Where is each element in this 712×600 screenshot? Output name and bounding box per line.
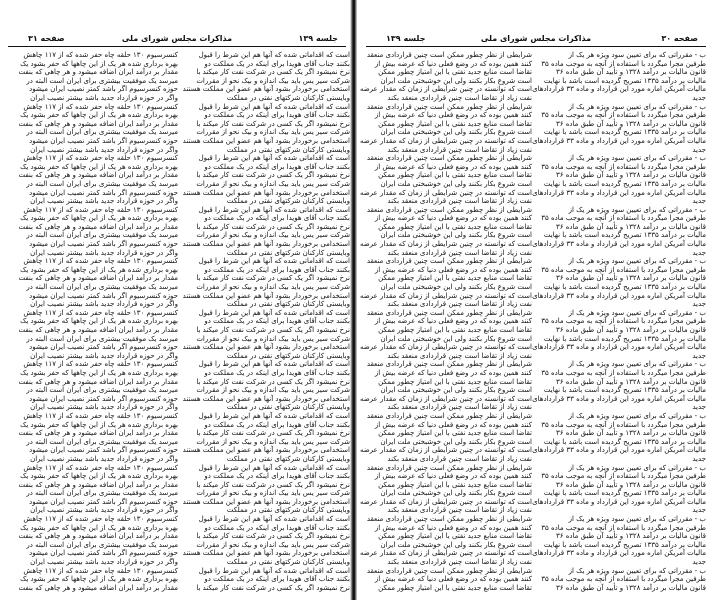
text-line: وبایستی کارکنان شرکتهای نفتی در مملکت	[226, 300, 350, 309]
text-line: واگر در حوزه قرارداد جدید باشد بیشتر نصیب ایران	[30, 145, 178, 154]
text-line: بکنند جناب آقای هویدا برای اینکه در یک مملکت دو	[204, 214, 350, 223]
text-line: مالیات آمریکن اماره مورد این قرارداد و ماده ۳۳ قراردادهای	[532, 394, 706, 403]
text-line: قانون مالیات بر درآمد ۱۳۲۸ و تأیید آن طبق ماده ۳۶	[555, 377, 706, 386]
text-line: واگر در حوزه قرارداد جدید باشد بیشتر نصیب ایران	[30, 403, 178, 412]
text-line: جدید	[692, 558, 706, 567]
text-line: تقاضا است منابع جدید نفتی با این امتیاز چطور ممکن	[378, 222, 532, 231]
text-line: وبایستی کارکنان شرکتهای نفتی در مملکت	[226, 93, 350, 102]
text-line: میرسد یک موفقیت بیشتری برای ایران است البته در	[26, 489, 178, 498]
text-line: بهره برداری شده هر یک از این چاهها که حفر بشود یک	[20, 523, 178, 532]
text-line: وبایستی کارکنان شرکتهای نفتی در مملکت	[226, 454, 350, 463]
text-line: مقدار بر درآمد ایران اضافه میشود و هر چاهی که بنفت	[18, 119, 178, 128]
text-line: نرخ نمیشود اگر یک کسی در شرکت نفت کار میکند با	[196, 171, 350, 180]
text-line: وبایستی کارکنان شرکتهای نفتی در مملکت	[226, 351, 350, 360]
text-line: نرخ نمیشود اگر یک کسی در شرکت نفت کار میکند با	[196, 583, 350, 592]
text-line: ب - مقرراتی که برای تعیین سود ویژه هر یک از	[568, 51, 706, 59]
text-line: جدید	[692, 248, 706, 257]
text-line: تقاضا است منابع جدید نفتی با این امتیاز چطور ممکن	[378, 583, 532, 592]
text-line: شرکت سیر یس باید بیک اندازه و بیک نحو از مقررات	[196, 334, 350, 343]
text-line: میرسد یک موفقیت بیشتری برای ایران است البته در	[26, 128, 178, 137]
text-line: نرخ نمیشود اگر یک کسی در شرکت نفت کار میکند با	[196, 326, 350, 334]
text-line: قانون مالیات بر درآمد ۱۳۲۸ و تأیید آن طبق ماده ۳۶	[555, 532, 706, 541]
text-line: است شروع بکار بکنند ولی این خوشبختی ملت ایران	[380, 386, 532, 395]
text-column-left	[8, 51, 178, 597]
text-line: ب - مقرراتی که برای تعیین سود ویژه هر یک از	[568, 360, 706, 369]
text-line: حوزه کنسرسیوم اگر باشد کمتر نصیب ایران میشود	[29, 136, 178, 145]
text-line: بهره برداری شده هر یک از این چاهها که حفر بشود یک	[20, 317, 178, 326]
text-line: کنند همین بوده که در وضع فعلی دنیا که عرضه بیش از	[374, 111, 532, 120]
text-line: طرفین مجرا میگردد با استفاده از آنچه به موجب ماده ۳۵	[541, 317, 706, 326]
text-line: است که توانسته در چنین شرایطی از زمان که مقدار عرضه	[359, 188, 532, 197]
text-line: مقدار بر درآمد ایران اضافه میشود و هر چاهی که بنفت	[18, 583, 178, 592]
text-line: طرفین مجرا میگردد با استفاده از آنچه به موجب ماده ۳۵	[541, 575, 706, 584]
text-line: است که توانسته در چنین شرایطی از زمان که مقدار عرضه	[359, 85, 532, 94]
text-line: است که توانسته در چنین شرایطی از زمان که مقدار عرضه	[359, 136, 532, 145]
text-line: طرفین مجرا میگردد با استفاده از آنچه به موجب ماده ۳۵	[541, 523, 706, 532]
text-line: طرفین مجرا میگردد با استفاده از آنچه به موجب ماده ۳۵	[541, 472, 706, 481]
text-line: بکنند جناب آقای هویدا برای اینکه در یک مملکت دو	[204, 420, 350, 429]
text-line: ب - مقرراتی که برای تعیین سود ویژه هر یک از	[568, 154, 706, 163]
text-line: است که اقداماتی شده که آنها هم این شرط را قبول	[198, 205, 350, 214]
text-line: است که توانسته در چنین شرایطی از زمان که مقدار عرضه	[359, 394, 532, 403]
text-line: حوزه کنسرسیوم اگر باشد کمتر نصیب ایران میشود	[29, 343, 178, 352]
text-line: نفت زیاد از تقاضا است چنین قراردادی منعقد بکند	[387, 506, 532, 515]
text-line: نرخ نمیشود اگر یک کسی در شرکت نفت کار میکند با	[196, 119, 350, 128]
text-line: بهره برداری شده هر یک از این چاهها که حفر بشود یک	[20, 265, 178, 274]
text-line: حوزه کنسرسیوم اگر باشد کمتر نصیب ایران میشود	[29, 446, 178, 455]
text-line: استخدامی برخوردار بشود آنها هم عضو این مملکت هستند	[182, 343, 350, 352]
text-line: بهره برداری شده هر یک از این چاهها که حفر بشود یک	[20, 575, 178, 584]
text-line: مالیات آمریکن اماره مورد این قرارداد و ماده ۳۳ قراردادهای	[532, 497, 706, 506]
text-line: حوزه کنسرسیوم اگر باشد کمتر نصیب ایران میشود	[29, 291, 178, 300]
text-line: مالیات بر درآمد ۱۳۳۵ تصریح گردیده است باشد با نهایت	[543, 128, 706, 137]
text-line: میرسد یک موفقیت بیشتری برای ایران است البته در	[26, 540, 178, 549]
text-line: کنند همین بوده که در وضع فعلی دنیا که عرضه بیش از	[374, 472, 532, 481]
text-line: مالیات آمریکن اماره مورد این قرارداد و ماده ۳۳ قراردادهای	[532, 549, 706, 558]
text-line: جدید	[692, 300, 706, 309]
text-line: تقاضا است منابع جدید نفتی با این امتیاز چطور ممکن	[378, 68, 532, 77]
text-line: نرخ نمیشود اگر یک کسی در شرکت نفت کار میکند با	[196, 274, 350, 283]
text-line: کنسرسیوم ۱۳۰ حلقه چاه حفر شده که از ۱۱۷ چاهش	[23, 51, 178, 59]
text-line: نرخ نمیشود اگر یک کسی در شرکت نفت کار میکند با	[196, 222, 350, 231]
publication-title: مذاکرات مجلس شورای ملی	[480, 34, 592, 43]
text-line: تقاضا است منابع جدید نفتی با این امتیاز چطور ممکن	[378, 480, 532, 489]
text-line: است شروع بکار بکنند ولی این خوشبختی ملت ایران	[380, 283, 532, 292]
text-line: شرایطی از نظر چطور ممکن است چنین قراردادی منعقد	[366, 102, 532, 111]
text-line: حوزه کنسرسیوم اگر باشد کمتر نصیب ایران میشود	[29, 394, 178, 403]
text-line: قانون مالیات بر درآمد ۱۳۲۸ و تأیید آن طبق ماده ۳۶	[555, 171, 706, 180]
text-line: است که توانسته در چنین شرایطی از زمان که مقدار عرضه	[359, 291, 532, 300]
right-page	[358, 0, 712, 600]
text-line: میرسد یک موفقیت بیشتری برای ایران است البته در	[26, 386, 178, 395]
text-line: بهره برداری شده هر یک از این چاهها که حفر بشود یک	[20, 368, 178, 377]
text-line: واگر در حوزه قرارداد جدید باشد بیشتر نصیب ایران	[30, 558, 178, 567]
text-line: کنند همین بوده که در وضع فعلی دنیا که عرضه بیش از	[374, 214, 532, 223]
text-line: نرخ نمیشود اگر یک کسی در شرکت نفت کار میکند با	[196, 532, 350, 541]
text-line: جدید	[692, 454, 706, 463]
text-line: است شروع بکار بکنند ولی این خوشبختی ملت ایران	[380, 437, 532, 446]
text-line: میرسد یک موفقیت بیشتری برای ایران است البته در	[26, 231, 178, 240]
text-line: بکنند جناب آقای هویدا برای اینکه در یک مملکت دو	[204, 472, 350, 481]
text-line: شرکت سیر یس باید بیک اندازه و بیک نحو از مقررات	[196, 128, 350, 137]
text-line: قانون مالیات بر درآمد ۱۳۲۸ و تأیید آن طبق ماده ۳۶	[555, 68, 706, 77]
text-line: کنند همین بوده که در وضع فعلی دنیا که عرضه بیش از	[374, 162, 532, 171]
text-line: ب - مقرراتی که برای تعیین سود ویژه هر یک از	[568, 566, 706, 575]
text-line: بکنند جناب آقای هویدا برای اینکه در یک مملکت دو	[204, 523, 350, 532]
text-line: شرایطی از نظر چطور ممکن است چنین قراردادی منعقد	[366, 154, 532, 163]
text-line: استخدامی برخوردار بشود آنها هم عضو این مملکت هستند	[182, 394, 350, 403]
text-line: شرکت سیر یس باید بیک اندازه و بیک نحو از مقررات	[196, 76, 350, 85]
text-line: جدید	[692, 93, 706, 102]
text-line: مالیات بر درآمد ۱۳۳۵ تصریح گردیده است باشد با نهایت	[543, 489, 706, 498]
text-line: شرایطی از نظر چطور ممکن است چنین قراردادی منعقد	[366, 515, 532, 524]
publication-title: مذاکرات مجلس شورای ملی	[121, 34, 233, 43]
text-line: کنسرسیوم ۱۳۰ حلقه چاه حفر شده که از ۱۱۷ چاهش	[23, 411, 178, 420]
text-line: است که اقداماتی شده که آنها هم این شرط را قبول	[198, 463, 350, 472]
text-line: ب - مقرراتی که برای تعیین سود ویژه هر یک از	[568, 102, 706, 111]
text-line: مالیات بر درآمد ۱۳۳۵ تصریح گردیده است باشد با نهایت	[543, 437, 706, 446]
text-line: طرفین مجرا میگردد با استفاده از آنچه به موجب ماده ۳۵	[541, 368, 706, 377]
text-line: مقدار بر درآمد ایران اضافه میشود و هر چاهی که بنفت	[18, 171, 178, 180]
text-line: بهره برداری شده هر یک از این چاهها که حفر بشود یک	[20, 472, 178, 481]
text-line: مالیات آمریکن اماره مورد این قرارداد و ماده ۳۳ قراردادهای	[532, 188, 706, 197]
text-line: کنسرسیوم ۱۳۰ حلقه چاه حفر شده که از ۱۱۷ چاهش	[23, 308, 178, 317]
text-line: است که اقداماتی شده که آنها هم این شرط را قبول	[198, 51, 350, 59]
text-line: واگر در حوزه قرارداد جدید باشد بیشتر نصیب ایران	[30, 300, 178, 309]
text-line: حوزه کنسرسیوم اگر باشد کمتر نصیب ایران میشود	[29, 240, 178, 249]
text-line: کنسرسیوم ۱۳۰ حلقه چاه حفر شده که از ۱۱۷ چاهش	[23, 566, 178, 575]
text-line: است که اقداماتی شده که آنها هم این شرط را قبول	[198, 566, 350, 575]
text-line: مقدار بر درآمد ایران اضافه میشود و هر چاهی که بنفت	[18, 68, 178, 77]
text-line: واگر در حوزه قرارداد جدید باشد بیشتر نصیب ایران	[30, 351, 178, 360]
text-line: واگر در حوزه قرارداد جدید باشد بیشتر نصیب ایران	[30, 454, 178, 463]
text-line: کنسرسیوم ۱۳۰ حلقه چاه حفر شده که از ۱۱۷ چاهش	[23, 463, 178, 472]
text-column-right	[532, 51, 706, 597]
text-line: شرایطی از نظر چطور ممکن است چنین قراردادی منعقد	[366, 51, 532, 59]
text-line: نفت زیاد از تقاضا است چنین قراردادی منعقد بکند	[387, 351, 532, 360]
text-line: مالیات بر درآمد ۱۳۳۵ تصریح گردیده است باشد با نهایت	[543, 386, 706, 395]
text-line: بکنند جناب آقای هویدا برای اینکه در یک مملکت دو	[204, 111, 350, 120]
text-line: قانون مالیات بر درآمد ۱۳۲۸ و تأیید آن طبق ماده ۳۶	[555, 274, 706, 283]
text-line: است شروع بکار بکنند ولی این خوشبختی ملت ایران	[380, 231, 532, 240]
text-line: کنند همین بوده که در وضع فعلی دنیا که عرضه بیش از	[374, 265, 532, 274]
text-line: بکنند جناب آقای هویدا برای اینکه در یک مملکت دو	[204, 575, 350, 584]
text-line: است که اقداماتی شده که آنها هم این شرط را قبول	[198, 360, 350, 369]
text-line: طرفین مجرا میگردد با استفاده از آنچه به موجب ماده ۳۵	[541, 420, 706, 429]
text-line: کنسرسیوم ۱۳۰ حلقه چاه حفر شده که از ۱۱۷ چاهش	[23, 102, 178, 111]
text-line: مالیات آمریکن اماره مورد این قرارداد و ماده ۳۳ قراردادهای	[532, 240, 706, 249]
text-line: کنند همین بوده که در وضع فعلی دنیا که عرضه بیش از	[374, 368, 532, 377]
text-line: شرکت سیر یس باید بیک اندازه و بیک نحو از مقررات	[196, 231, 350, 240]
text-line: بکنند جناب آقای هویدا برای اینکه در یک مملکت دو	[204, 162, 350, 171]
text-line: میرسد یک موفقیت بیشتری برای ایران است البته در	[26, 283, 178, 292]
text-line: استخدامی برخوردار بشود آنها هم عضو این مملکت هستند	[182, 85, 350, 94]
text-line: حوزه کنسرسیوم اگر باشد کمتر نصیب ایران میشود	[29, 497, 178, 506]
text-line: مالیات آمریکن اماره مورد این قرارداد و ماده ۳۳ قراردادهای	[532, 343, 706, 352]
text-line: نرخ نمیشود اگر یک کسی در شرکت نفت کار میکند با	[196, 480, 350, 489]
text-line: بکنند جناب آقای هویدا برای اینکه در یک مملکت دو	[204, 59, 350, 68]
text-line: مالیات آمریکن اماره مورد این قرارداد و ماده ۳۳ قراردادهای	[532, 136, 706, 145]
text-line: کنند همین بوده که در وضع فعلی دنیا که عرضه بیش از	[374, 420, 532, 429]
text-line: است که توانسته در چنین شرایطی از زمان که مقدار عرضه	[359, 497, 532, 506]
text-line: کنسرسیوم ۱۳۰ حلقه چاه حفر شده که از ۱۱۷ چاهش	[23, 154, 178, 163]
text-line: کنسرسیوم ۱۳۰ حلقه چاه حفر شده که از ۱۱۷ چاهش	[23, 515, 178, 524]
text-line: نرخ نمیشود اگر یک کسی در شرکت نفت کار میکند با	[196, 377, 350, 386]
text-line: کنند همین بوده که در وضع فعلی دنیا که عرضه بیش از	[374, 59, 532, 68]
text-line: شرایطی از نظر چطور ممکن است چنین قراردادی منعقد	[366, 411, 532, 420]
page-header	[366, 34, 706, 47]
text-line: واگر در حوزه قرارداد جدید باشد بیشتر نصیب ایران	[30, 93, 178, 102]
text-line: نرخ نمیشود اگر یک کسی در شرکت نفت کار میکند با	[196, 429, 350, 438]
text-line: است که اقداماتی شده که آنها هم این شرط را قبول	[198, 154, 350, 163]
text-line: است که توانسته در چنین شرایطی از زمان که مقدار عرضه	[359, 343, 532, 352]
text-line: طرفین مجرا میگردد با استفاده از آنچه به موجب ماده ۳۵	[541, 162, 706, 171]
text-line: تقاضا است منابع جدید نفتی با این امتیاز چطور ممکن	[378, 429, 532, 438]
text-line: مقدار بر درآمد ایران اضافه میشود و هر چاهی که بنفت	[18, 429, 178, 438]
text-line: مالیات آمریکن اماره مورد این قرارداد و ماده ۳۳ قراردادهای	[532, 446, 706, 455]
text-line: است شروع بکار بکنند ولی این خوشبختی ملت ایران	[380, 179, 532, 188]
text-line: نفت زیاد از تقاضا است چنین قراردادی منعقد بکند	[387, 454, 532, 463]
page-number: صفحه ۳۱	[28, 34, 65, 43]
text-line: کنند همین بوده که در وضع فعلی دنیا که عرضه بیش از	[374, 575, 532, 584]
text-line: نفت زیاد از تقاضا است چنین قراردادی منعقد بکند	[387, 93, 532, 102]
text-line: بکنند جناب آقای هویدا برای اینکه در یک مملکت دو	[204, 317, 350, 326]
text-line: تقاضا است منابع جدید نفتی با این امتیاز چطور ممکن	[378, 377, 532, 386]
session-number: جلسه ۱۳۹	[386, 34, 426, 43]
text-line: کنسرسیوم ۱۳۰ حلقه چاه حفر شده که از ۱۱۷ چاهش	[23, 257, 178, 266]
text-line: است که اقداماتی شده که آنها هم این شرط را قبول	[198, 411, 350, 420]
text-line: ب - مقرراتی که برای تعیین سود ویژه هر یک از	[568, 308, 706, 317]
text-line: تقاضا است منابع جدید نفتی با این امتیاز چطور ممکن	[378, 326, 532, 334]
text-line: شرایطی از نظر چطور ممکن است چنین قراردادی منعقد	[366, 257, 532, 266]
text-line: میرسد یک موفقیت بیشتری برای ایران است البته در	[26, 76, 178, 85]
text-line: تقاضا است منابع جدید نفتی با این امتیاز چطور ممکن	[378, 274, 532, 283]
text-line: تقاضا است منابع جدید نفتی با این امتیاز چطور ممکن	[378, 532, 532, 541]
text-line: بکنند جناب آقای هویدا برای اینکه در یک مملکت دو	[204, 265, 350, 274]
text-line: استخدامی برخوردار بشود آنها هم عضو این مملکت هستند	[182, 136, 350, 145]
left-page	[0, 0, 352, 600]
text-line: وبایستی کارکنان شرکتهای نفتی در مملکت	[226, 506, 350, 515]
text-line: کنند همین بوده که در وضع فعلی دنیا که عرضه بیش از	[374, 317, 532, 326]
text-line: شرکت سیر یس باید بیک اندازه و بیک نحو از مقررات	[196, 540, 350, 549]
text-line: تقاضا است منابع جدید نفتی با این امتیاز چطور ممکن	[378, 119, 532, 128]
text-line: بهره برداری شده هر یک از این چاهها که حفر بشود یک	[20, 59, 178, 68]
text-line: است شروع بکار بکنند ولی این خوشبختی ملت ایران	[380, 76, 532, 85]
text-line: است که توانسته در چنین شرایطی از زمان که مقدار عرضه	[359, 549, 532, 558]
text-line: جدید	[692, 145, 706, 154]
text-line: نفت زیاد از تقاضا است چنین قراردادی منعقد بکند	[387, 145, 532, 154]
text-line: شرکت سیر یس باید بیک اندازه و بیک نحو از مقررات	[196, 179, 350, 188]
text-line: مقدار بر درآمد ایران اضافه میشود و هر چاهی که بنفت	[18, 480, 178, 489]
text-line: است شروع بکار بکنند ولی این خوشبختی ملت ایران	[380, 334, 532, 343]
text-line: جدید	[692, 351, 706, 360]
text-line: مقدار بر درآمد ایران اضافه میشود و هر چاهی که بنفت	[18, 532, 178, 541]
text-line: بهره برداری شده هر یک از این چاهها که حفر بشود یک	[20, 420, 178, 429]
text-line: قانون مالیات بر درآمد ۱۳۲۸ و تأیید آن طبق ماده ۳۶	[555, 119, 706, 128]
text-line: مالیات بر درآمد ۱۳۳۵ تصریح گردیده است باشد با نهایت	[543, 283, 706, 292]
text-line: ب - مقرراتی که برای تعیین سود ویژه هر یک از	[568, 205, 706, 214]
text-line: شرکت سیر یس باید بیک اندازه و بیک نحو از مقررات	[196, 386, 350, 395]
text-line: مالیات بر درآمد ۱۳۳۵ تصریح گردیده است باشد با نهایت	[543, 231, 706, 240]
text-line: شرکت سیر یس باید بیک اندازه و بیک نحو از مقررات	[196, 489, 350, 498]
text-line: مالیات بر درآمد ۱۳۳۵ تصریح گردیده است باشد با نهایت	[543, 76, 706, 85]
text-line: مقدار بر درآمد ایران اضافه میشود و هر چاهی که بنفت	[18, 377, 178, 386]
text-line: استخدامی برخوردار بشود آنها هم عضو این مملکت هستند	[182, 549, 350, 558]
text-line: نفت زیاد از تقاضا است چنین قراردادی منعقد بکند	[387, 558, 532, 567]
text-line: حوزه کنسرسیوم اگر باشد کمتر نصیب ایران میشود	[29, 549, 178, 558]
text-line: شرایطی از نظر چطور ممکن است چنین قراردادی منعقد	[366, 566, 532, 575]
text-line: است که اقداماتی شده که آنها هم این شرط را قبول	[198, 515, 350, 524]
text-line: کنند همین بوده که در وضع فعلی دنیا که عرضه بیش از	[374, 523, 532, 532]
text-line: قانون مالیات بر درآمد ۱۳۲۸ و تأیید آن طبق ماده ۳۶	[555, 429, 706, 438]
text-line: وبایستی کارکنان شرکتهای نفتی در مملکت	[226, 558, 350, 567]
text-line: مقدار بر درآمد ایران اضافه میشود و هر چاهی که بنفت	[18, 326, 178, 334]
text-line: است که توانسته در چنین شرایطی از زمان که مقدار عرضه	[359, 240, 532, 249]
text-line: نرخ نمیشود اگر یک کسی در شرکت نفت کار میکند با	[196, 68, 350, 77]
text-line: طرفین مجرا میگردد با استفاده از آنچه به موجب ماده ۳۵	[541, 111, 706, 120]
text-line: استخدامی برخوردار بشود آنها هم عضو این مملکت هستند	[182, 446, 350, 455]
text-line: مالیات بر درآمد ۱۳۳۵ تصریح گردیده است باشد با نهایت	[543, 179, 706, 188]
text-line: استخدامی برخوردار بشود آنها هم عضو این مملکت هستند	[182, 240, 350, 249]
text-line: شرکت سیر یس باید بیک اندازه و بیک نحو از مقررات	[196, 283, 350, 292]
text-line: تقاضا است منابع جدید نفتی با این امتیاز چطور ممکن	[378, 171, 532, 180]
text-line: میرسد یک موفقیت بیشتری برای ایران است البته در	[26, 334, 178, 343]
text-line: حوزه کنسرسیوم اگر باشد کمتر نصیب ایران میشود	[29, 85, 178, 94]
text-line: کنسرسیوم ۱۳۰ حلقه چاه حفر شده که از ۱۱۷ چاهش	[23, 205, 178, 214]
text-line: مقدار بر درآمد ایران اضافه میشود و هر چاهی که بنفت	[18, 274, 178, 283]
text-line: واگر در حوزه قرارداد جدید باشد بیشتر نصیب ایران	[30, 197, 178, 206]
text-line: استخدامی برخوردار بشود آنها هم عضو این مملکت هستند	[182, 188, 350, 197]
text-line: قانون مالیات بر درآمد ۱۳۲۸ و تأیید آن طبق ماده ۳۶	[555, 222, 706, 231]
text-line: شرایطی از نظر چطور ممکن است چنین قراردادی منعقد	[366, 308, 532, 317]
text-line: است شروع بکار بکنند ولی این خوشبختی ملت ایران	[380, 489, 532, 498]
text-line: ب - مقرراتی که برای تعیین سود ویژه هر یک از	[568, 411, 706, 420]
text-line: است که اقداماتی شده که آنها هم این شرط را قبول	[198, 308, 350, 317]
text-line: وبایستی کارکنان شرکتهای نفتی در مملکت	[226, 248, 350, 257]
text-line: مقدار بر درآمد ایران اضافه میشود و هر چاهی که بنفت	[18, 222, 178, 231]
text-line: جدید	[692, 506, 706, 515]
page-header	[8, 34, 346, 47]
text-line: است شروع بکار بکنند ولی این خوشبختی ملت ایران	[380, 128, 532, 137]
text-line: طرفین مجرا میگردد با استفاده از آنچه به موجب ماده ۳۵	[541, 214, 706, 223]
text-line: ب - مقرراتی که برای تعیین سود ویژه هر یک از	[568, 463, 706, 472]
text-line: حوزه کنسرسیوم اگر باشد کمتر نصیب ایران میشود	[29, 188, 178, 197]
text-line: قانون مالیات بر درآمد ۱۳۲۸ و تأیید آن طبق ماده ۳۶	[555, 326, 706, 334]
book-spine	[350, 0, 357, 600]
text-line: است شروع بکار بکنند ولی این خوشبختی ملت ایران	[380, 540, 532, 549]
text-line: بهره برداری شده هر یک از این چاهها که حفر بشود یک	[20, 214, 178, 223]
text-line: است که توانسته در چنین شرایطی از زمان که مقدار عرضه	[359, 446, 532, 455]
text-line: نفت زیاد از تقاضا است چنین قراردادی منعقد بکند	[387, 197, 532, 206]
text-line: قانون مالیات بر درآمد ۱۳۲۸ و تأیید آن طبق ماده ۳۶	[555, 583, 706, 592]
text-line: طرفین مجرا میگردد با استفاده از آنچه به موجب ماده ۳۵	[541, 59, 706, 68]
session-number: جلسه ۱۳۹	[298, 34, 338, 43]
text-line: استخدامی برخوردار بشود آنها هم عضو این مملکت هستند	[182, 291, 350, 300]
text-line: بکنند جناب آقای هویدا برای اینکه در یک مملکت دو	[204, 368, 350, 377]
text-line: مالیات بر درآمد ۱۳۳۵ تصریح گردیده است باشد با نهایت	[543, 540, 706, 549]
text-line: استخدامی برخوردار بشود آنها هم عضو این مملکت هستند	[182, 497, 350, 506]
text-line: واگر در حوزه قرارداد جدید باشد بیشتر نصیب ایران	[30, 248, 178, 257]
text-line: است که اقداماتی شده که آنها هم این شرط را قبول	[198, 257, 350, 266]
text-line: طرفین مجرا میگردد با استفاده از آنچه به موجب ماده ۳۵	[541, 265, 706, 274]
text-line: نفت زیاد از تقاضا است چنین قراردادی منعقد بکند	[387, 403, 532, 412]
text-line: جدید	[692, 197, 706, 206]
text-line: میرسد یک موفقیت بیشتری برای ایران است البته در	[26, 437, 178, 446]
text-line: واگر در حوزه قرارداد جدید باشد بیشتر نصیب ایران	[30, 506, 178, 515]
text-line: قانون مالیات بر درآمد ۱۳۲۸ و تأیید آن طبق ماده ۳۶	[555, 480, 706, 489]
text-line: وبایستی کارکنان شرکتهای نفتی در مملکت	[226, 197, 350, 206]
text-line: مالیات بر درآمد ۱۳۳۵ تصریح گردیده است باشد با نهایت	[543, 334, 706, 343]
text-line: مالیات آمریکن اماره مورد این قرارداد و ماده ۳۳ قراردادهای	[532, 291, 706, 300]
text-line: است که اقداماتی شده که آنها هم این شرط را قبول	[198, 102, 350, 111]
text-line: شرایطی از نظر چطور ممکن است چنین قراردادی منعقد	[366, 360, 532, 369]
text-column-left	[359, 51, 532, 597]
text-line: شرایطی از نظر چطور ممکن است چنین قراردادی منعقد	[366, 463, 532, 472]
text-line: بهره برداری شده هر یک از این چاهها که حفر بشود یک	[20, 111, 178, 120]
text-line: وبایستی کارکنان شرکتهای نفتی در مملکت	[226, 403, 350, 412]
text-line: کنسرسیوم ۱۳۰ حلقه چاه حفر شده که از ۱۱۷ چاهش	[23, 360, 178, 369]
text-line: میرسد یک موفقیت بیشتری برای ایران است البته در	[26, 179, 178, 188]
text-column-right	[180, 51, 350, 597]
text-line: شرایطی از نظر چطور ممکن است چنین قراردادی منعقد	[366, 205, 532, 214]
text-line: مالیات آمریکن اماره مورد این قرارداد و ماده ۳۳ قراردادهای	[532, 85, 706, 94]
text-line: جدید	[692, 403, 706, 412]
text-line: نفت زیاد از تقاضا است چنین قراردادی منعقد بکند	[387, 248, 532, 257]
text-line: شرکت سیر یس باید بیک اندازه و بیک نحو از مقررات	[196, 437, 350, 446]
text-line: وبایستی کارکنان شرکتهای نفتی در مملکت	[226, 145, 350, 154]
text-line: نفت زیاد از تقاضا است چنین قراردادی منعقد بکند	[387, 300, 532, 309]
text-line: بهره برداری شده هر یک از این چاهها که حفر بشود یک	[20, 162, 178, 171]
text-line: ب - مقرراتی که برای تعیین سود ویژه هر یک از	[568, 515, 706, 524]
page-number: صفحه ۳۰	[661, 34, 698, 43]
text-line: ب - مقرراتی که برای تعیین سود ویژه هر یک از	[568, 257, 706, 266]
